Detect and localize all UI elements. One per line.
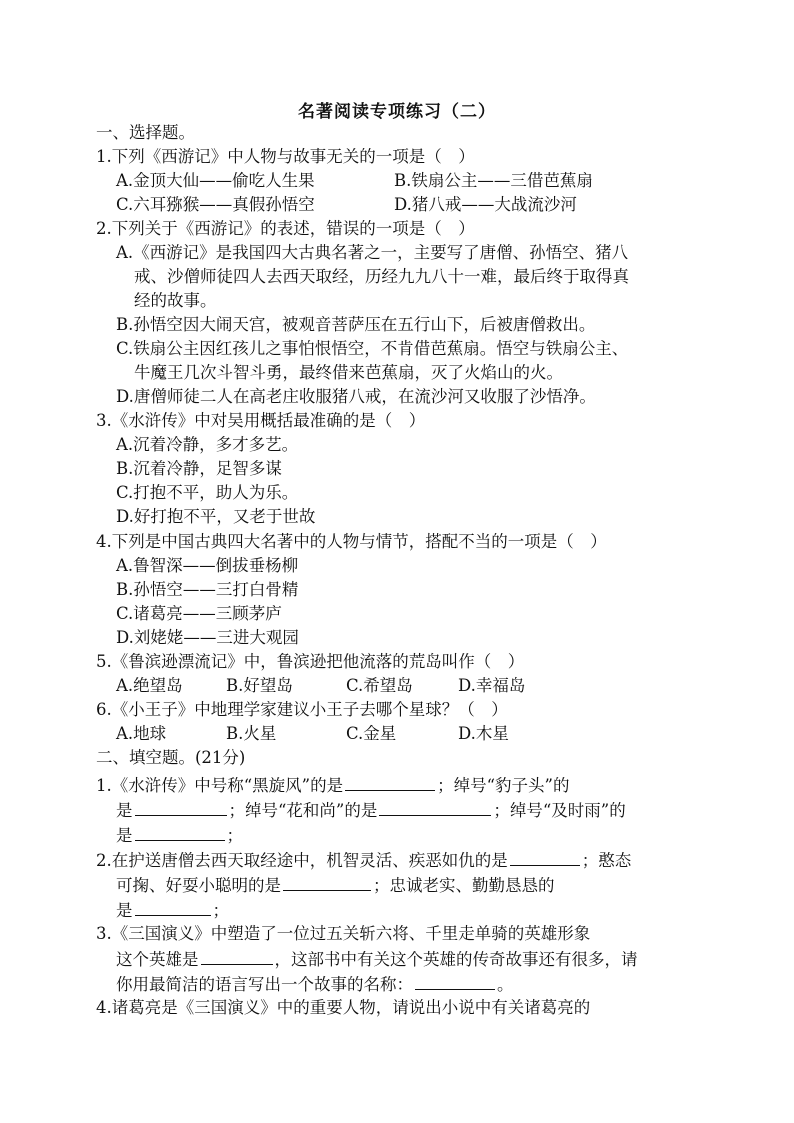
question-2-option-a-line2: 戒、沙僧师徒四人去西天取经，历经九九八十一难，最后终于取得真 [134, 267, 629, 286]
fill-question-1-line2 [116, 797, 626, 823]
question-3-stem: 3.《水浒传》中对吴用概括最准确的是（ ） [96, 411, 426, 430]
question-3-option-b: B.沉着冷静，足智多谋 [116, 459, 282, 478]
text-segment: 是 [116, 826, 133, 845]
text-segment: 这个英雄是 [116, 950, 199, 969]
question-4-option-a: A.鲁智深——倒拔垂杨柳 [116, 556, 299, 575]
answer-blank[interactable] [135, 822, 225, 841]
question-3-option-a: A.沉着冷静，多才多艺。 [116, 435, 299, 454]
question-1-option-d: D.猪八戒——大战流沙河 [394, 195, 577, 214]
question-2-option-a-line1: A.《西游记》是我国四大古典名著之一，主要写了唐僧、孙悟空、猪八 [116, 243, 629, 262]
text-segment: 是 [116, 801, 133, 820]
text-segment: 1.《水浒传》中号称“黑旋风”的是 [96, 776, 344, 795]
question-2-option-d: D.唐僧师徒二人在高老庄收服猪八戒，在流沙河又收服了沙悟净。 [116, 387, 596, 406]
fill-question-2-line2 [116, 872, 555, 898]
text-segment: ，这部书中有关这个英雄的传奇故事还有很多，请 [274, 950, 638, 969]
question-4-stem: 4.下列是中国古典四大名著中的人物与情节，搭配不当的一项是（ ） [96, 532, 607, 551]
question-1-option-b: B.铁扇公主——三借芭蕉扇 [394, 171, 593, 190]
section-heading-choice: 一、选择题。 [96, 123, 195, 142]
question-3-option-c: C.打抱不平，助人为乐。 [116, 483, 299, 502]
question-5-stem: 5.《鲁滨逊漂流记》中，鲁滨逊把他流落的荒岛叫作（ ） [96, 652, 525, 671]
page-title: 名著阅读专项练习（二） [298, 102, 496, 122]
text-segment: ； [226, 826, 243, 845]
answer-blank[interactable] [510, 847, 580, 866]
fill-question-3-line3 [116, 971, 514, 997]
answer-blank[interactable] [379, 797, 491, 816]
answer-blank[interactable] [345, 772, 435, 791]
text-segment: ；绰号“花和尚”的是 [228, 801, 378, 820]
question-4-option-d: D.刘姥姥——三进大观园 [116, 628, 299, 647]
question-2-stem: 2.下列关于《西游记》的表述，错误的一项是（ ） [96, 219, 475, 238]
text-segment: ； [212, 901, 229, 920]
text-segment: 。 [497, 975, 514, 994]
question-3-option-d: D.好打抱不平，又老于世故 [116, 507, 316, 526]
question-5-option-b: B.好望岛 [226, 676, 293, 695]
text-segment: ；绰号“豹子头”的 [437, 776, 570, 795]
question-1-stem: 1.下列《西游记》中人物与故事无关的一项是（ ） [96, 147, 475, 166]
question-2-option-a-line3: 经的故事。 [134, 291, 217, 310]
question-4-option-c: C.诸葛亮——三顾茅庐 [116, 604, 282, 623]
answer-blank[interactable] [283, 872, 371, 891]
text-segment: ；憨态 [581, 851, 632, 870]
fill-question-1-line3 [116, 822, 243, 848]
question-6-option-a: A.地球 [116, 724, 167, 743]
fill-question-3-line2 [116, 946, 638, 972]
fill-question-2-line1 [96, 847, 631, 873]
answer-blank[interactable] [135, 797, 227, 816]
question-5-option-d: D.幸福岛 [458, 676, 526, 695]
answer-blank[interactable] [415, 971, 495, 990]
answer-blank[interactable] [201, 946, 273, 965]
question-6-option-c: C.金星 [346, 724, 397, 743]
question-2-option-b: B.孙悟空因大闹天宫，被观音菩萨压在五行山下，后被唐僧救出。 [116, 315, 596, 334]
question-2-option-c-line1: C.铁扇公主因红孩儿之事怕恨悟空，不肯借芭蕉扇。悟空与铁扇公主、 [116, 339, 629, 358]
question-6-stem: 6.《小王子》中地理学家建议小王子去哪个星球？（ ） [96, 700, 508, 719]
question-1-option-c: C.六耳猕猴——真假孙悟空 [116, 195, 315, 214]
text-segment: ；绰号“及时雨”的 [493, 801, 626, 820]
question-6-option-b: B.火星 [226, 724, 277, 743]
question-2-option-c-line2: 牛魔王几次斗智斗勇，最终借来芭蕉扇，灭了火焰山的火。 [134, 363, 563, 382]
text-segment: ；忠诚老实、勤勤恳恳的 [373, 876, 555, 895]
fill-question-4-line1: 4.诸葛亮是《三国演义》中的重要人物，请说出小说中有关诸葛亮的 [96, 998, 591, 1017]
question-4-option-b: B.孙悟空——三打白骨精 [116, 580, 299, 599]
text-segment: 可掬、好耍小聪明的是 [116, 876, 281, 895]
section-heading-fill: 二、填空题。(21分) [96, 748, 246, 767]
question-6-option-d: D.木星 [458, 724, 509, 743]
fill-question-2-line3 [116, 897, 229, 923]
text-segment: 2.在护送唐僧去西天取经途中，机智灵活、疾恶如仇的是 [96, 851, 508, 870]
answer-blank[interactable] [135, 897, 211, 916]
question-5-option-a: A.绝望岛 [116, 676, 183, 695]
fill-question-3-line1: 3.《三国演义》中塑造了一位过五关斩六将、千里走单骑的英雄形象 [96, 924, 591, 943]
fill-question-1-line1 [96, 772, 570, 798]
text-segment: 你用最简洁的语言写出一个故事的名称： [116, 975, 413, 994]
question-5-option-c: C.希望岛 [346, 676, 413, 695]
text-segment: 是 [116, 901, 133, 920]
question-1-option-a: A.金顶大仙——偷吃人生果 [116, 171, 315, 190]
